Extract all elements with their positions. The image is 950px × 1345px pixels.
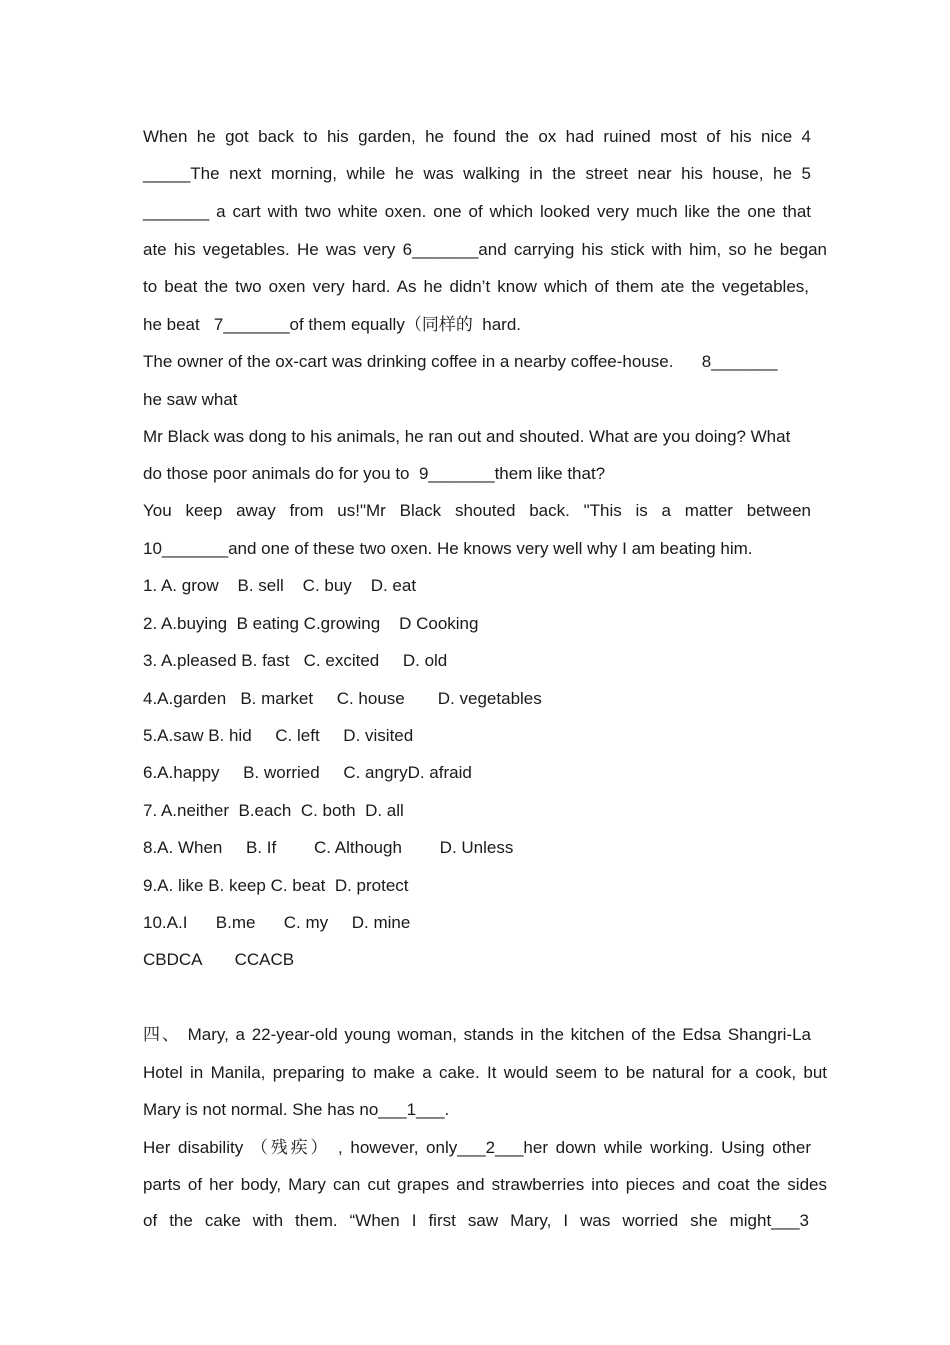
option-line-8: 8.A. When B. If C. Although D. Unless xyxy=(143,838,514,857)
option-line-10: 10.A.I B.me C. my D. mine xyxy=(143,913,411,932)
passage2-line-2: Hotel in Manila, preparing to make a cake. It would seem to be natural for a cook, but xyxy=(143,1063,827,1082)
passage1-line-10: do those poor animals do for you to 9_______them like that? xyxy=(143,464,606,483)
passage1-line-9: Mr Black was dong to his animals, he ran out and shouted. What are you doing? What xyxy=(143,427,791,446)
passage1-line-11: You keep away from us!"Mr Black shouted back. "This is a matter between xyxy=(143,501,811,520)
passage1-line-1: When he got back to his garden, he found the ox had ruined most of his nice 4 xyxy=(143,127,811,146)
option-line-6: 6.A.happy B. worried C. angryD. afraid xyxy=(143,763,472,782)
passage1-line-12: 10_______and one of these two oxen. He knows very well why I am beating him. xyxy=(143,539,753,558)
passage1-line-8: he saw what xyxy=(143,390,238,409)
option-line-5: 5.A.saw B. hid C. left D. visited xyxy=(143,726,414,745)
option-line-3: 3. A.pleased B. fast C. excited D. old xyxy=(143,651,448,670)
passage2-line-3: Mary is not normal. She has no___1___. xyxy=(143,1100,450,1119)
option-line-2: 2. A.buying B eating C.growing D Cooking xyxy=(143,614,479,633)
passage1-line-3: _______ a cart with two white oxen. one of which looked very much like the one that xyxy=(143,202,811,221)
passage1-line-5: to beat the two oxen very hard. As he didn’t know which of them ate the vegetables, xyxy=(143,277,809,296)
passage1-line-2: _____The next morning, while he was walking in the street near his house, he 5 xyxy=(143,164,811,183)
option-line-4: 4.A.garden B. market C. house D. vegetables xyxy=(143,689,542,708)
passage2-line-4: Her disability （残疾） , however, only___2___her down while working. Using other xyxy=(143,1138,811,1157)
passage1-line-7: The owner of the ox-cart was drinking coffee in a nearby coffee-house. 8_______ xyxy=(143,352,778,371)
option-line-7: 7. A.neither B.each C. both D. all xyxy=(143,801,404,820)
passage2-line-5: parts of her body, Mary can cut grapes and strawberries into pieces and coat the sides xyxy=(143,1175,827,1194)
passage1-line-6: he beat 7_______of them equally（同样的 hard. xyxy=(143,315,522,334)
passage2-line-1: 四、 Mary, a 22-year-old young woman, stands in the kitchen of the Edsa Shangri-La xyxy=(143,1025,811,1044)
option-line-9: 9.A. like B. keep C. beat D. protect xyxy=(143,876,409,895)
passage2-line-6: of the cake with them. “When I first saw Mary, I was worried she might___3 xyxy=(143,1211,809,1230)
answer-key: CBDCA CCACB xyxy=(143,950,295,969)
passage1-line-4: ate his vegetables. He was very 6_______and carrying his stick with him, so he began xyxy=(143,240,827,259)
option-line-1: 1. A. grow B. sell C. buy D. eat xyxy=(143,576,417,595)
